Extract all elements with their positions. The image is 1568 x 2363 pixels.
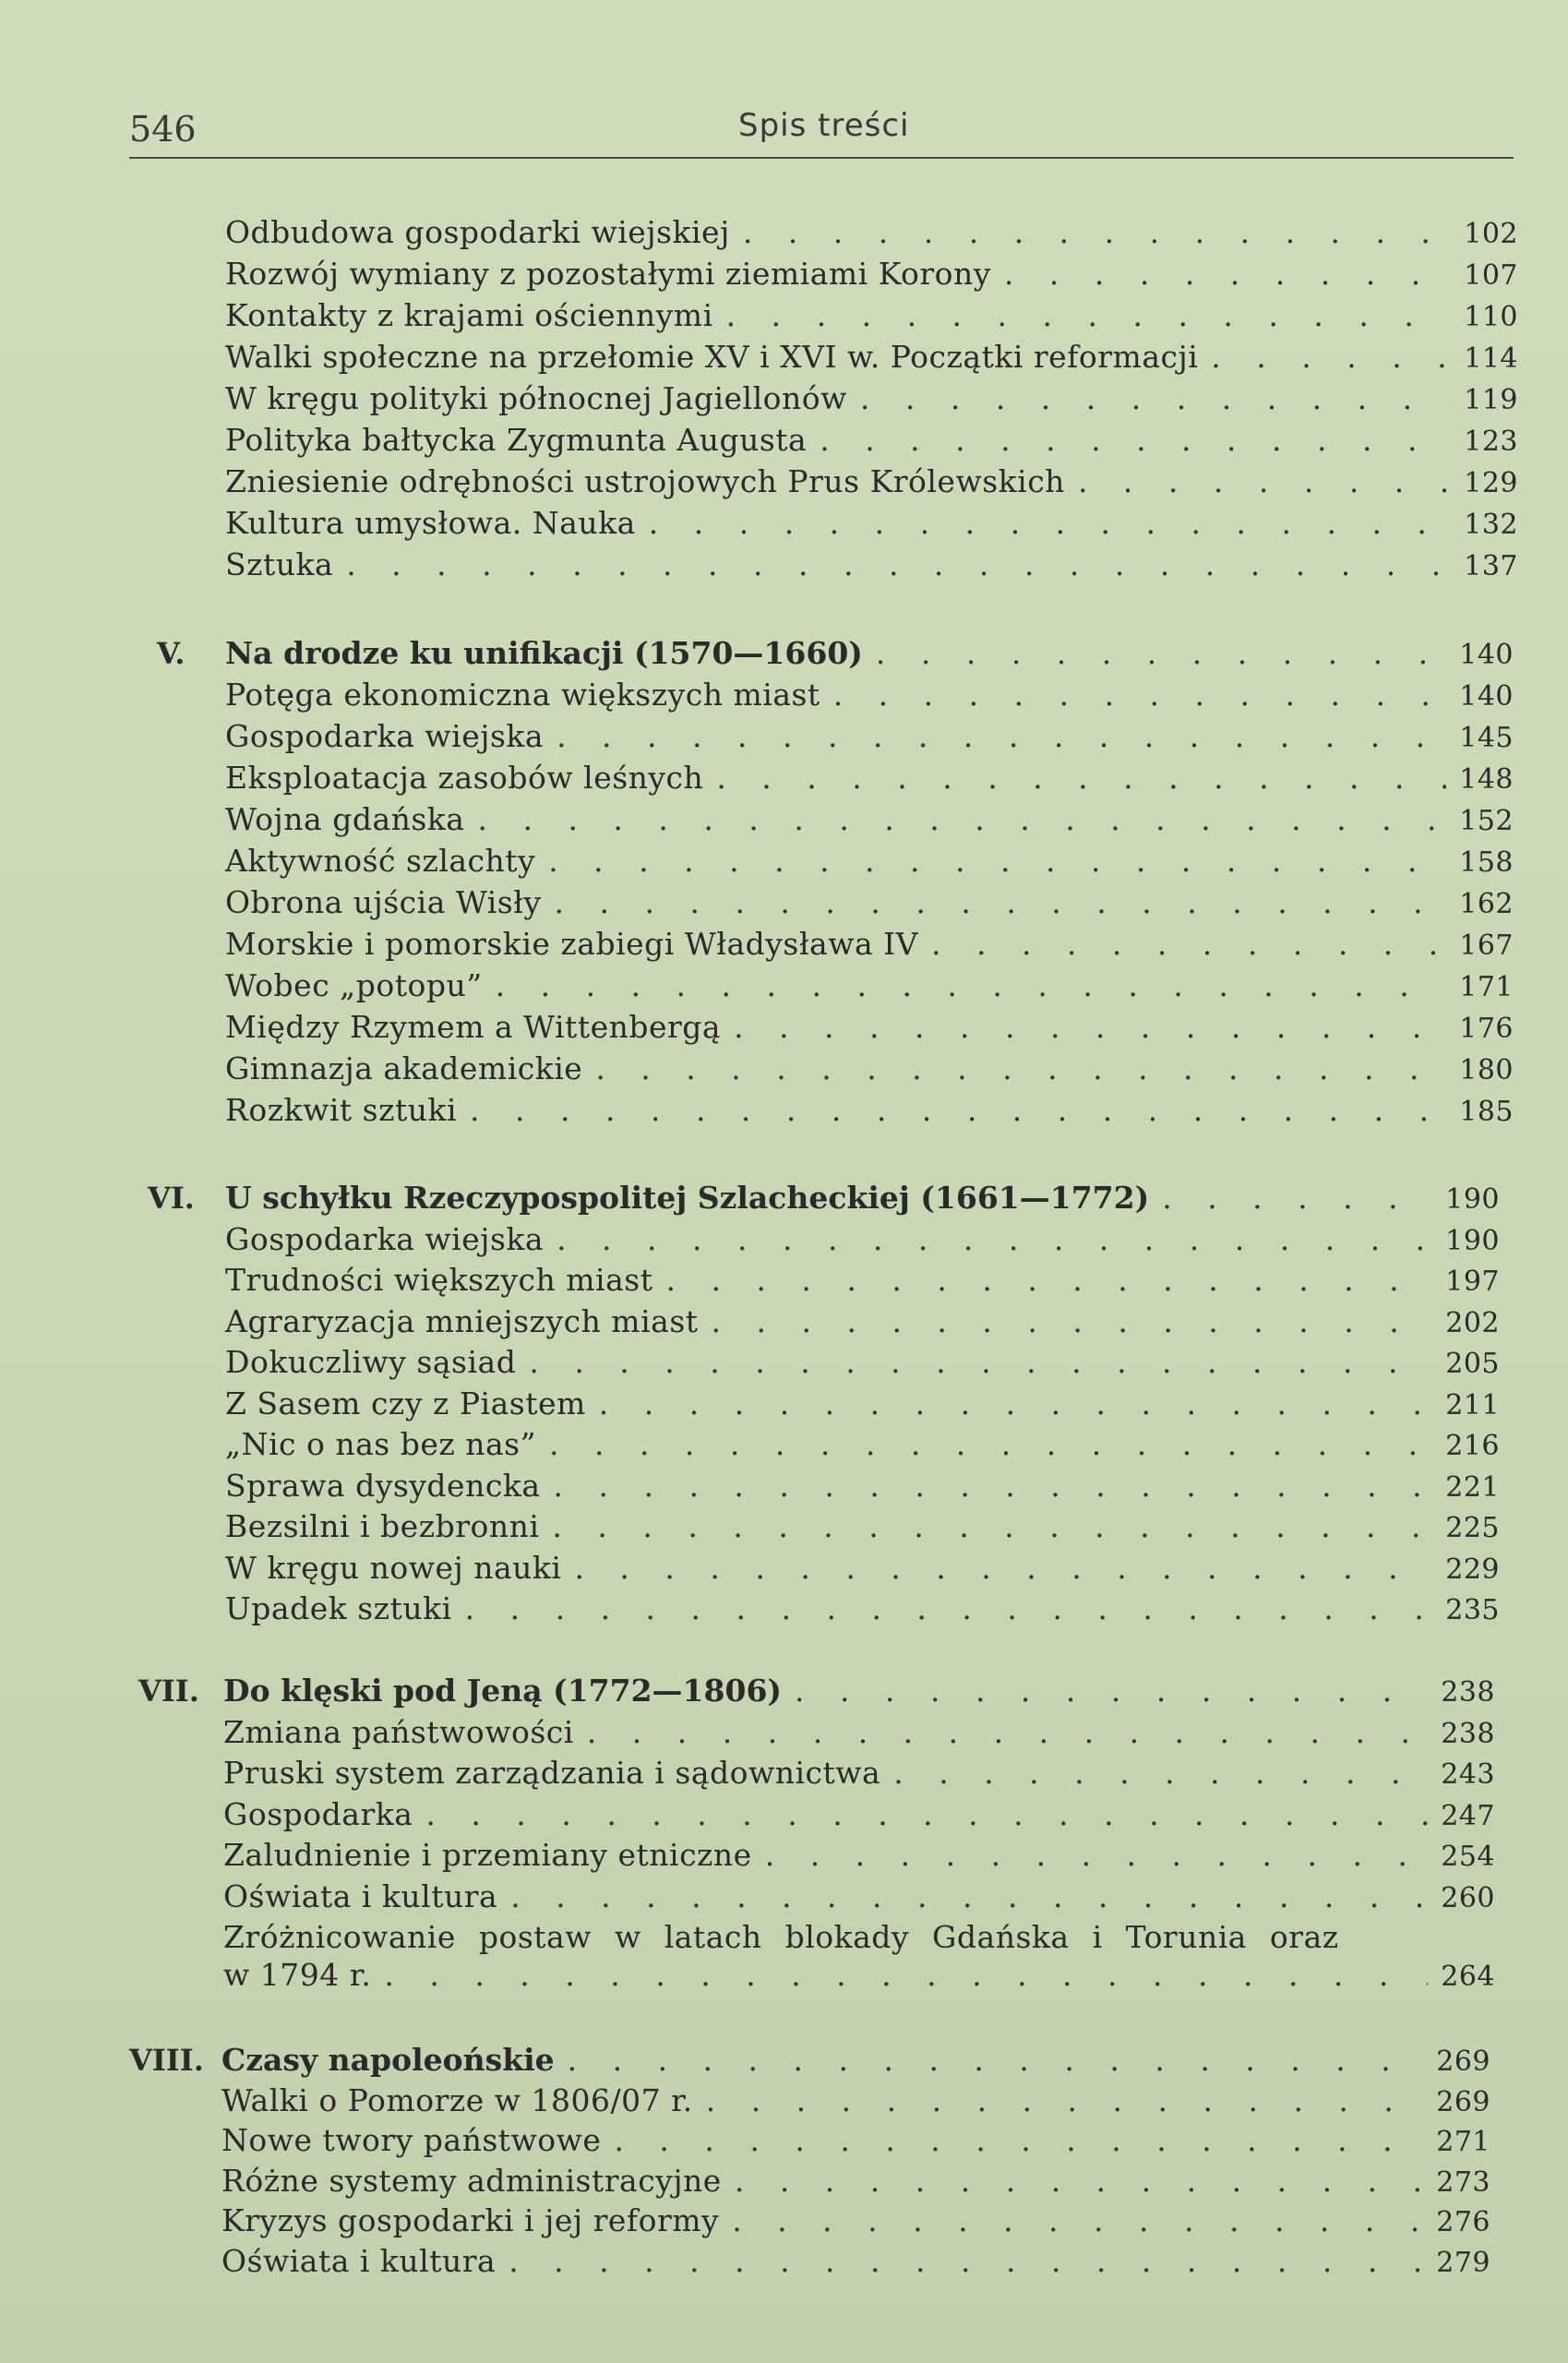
entry-page: 107 <box>1464 259 1518 292</box>
toc-entry <box>221 2202 1490 2241</box>
toc-entry <box>225 1508 1500 1547</box>
leader-dots <box>1211 339 1451 376</box>
entry-page: 114 <box>1464 342 1518 375</box>
entry-title: Kontakty z krajami ościennymi <box>225 297 713 333</box>
entry-title: Zaludnienie i przemiany etniczne <box>223 1837 752 1873</box>
entry-page: 225 <box>1445 1512 1500 1544</box>
entry-page: 152 <box>1459 805 1514 837</box>
entry-page: 221 <box>1445 1470 1500 1504</box>
entry-page: 148 <box>1459 763 1514 796</box>
chapter-number: VIII. <box>129 2043 204 2078</box>
entry-title: Gospodarka wiejska <box>225 718 545 754</box>
entry-title: W kręgu nowej nauki <box>225 1549 562 1586</box>
leader-dots <box>833 677 1447 714</box>
entry-title: Pruski system zarządzania i sądownictwa <box>223 1755 881 1791</box>
entry-page: 167 <box>1459 930 1514 962</box>
entry-page: 216 <box>1445 1430 1500 1462</box>
toc-entry <box>225 760 1514 798</box>
leader-dots <box>876 635 1446 672</box>
entry-page: 243 <box>1441 1758 1495 1791</box>
toc-entry <box>223 1878 1495 1917</box>
toc-entry <box>225 1009 1514 1048</box>
entry-title: Oświata i kultura <box>223 1877 498 1914</box>
entry-title: Eksploatacja zasobów leśnych <box>225 760 704 796</box>
leader-dots <box>384 1957 1428 1994</box>
leader-dots <box>496 967 1447 1004</box>
entry-page: 238 <box>1441 1676 1495 1709</box>
entry-page: 273 <box>1436 2165 1490 2199</box>
leader-dots <box>510 1878 1428 1915</box>
toc-entry <box>225 505 1518 544</box>
leader-dots <box>931 926 1446 963</box>
entry-page: 129 <box>1464 467 1518 499</box>
toc-entry <box>225 463 1518 502</box>
toc-entry <box>225 1468 1500 1506</box>
leader-dots <box>555 884 1447 921</box>
entry-page: 171 <box>1459 971 1514 1003</box>
leader-dots <box>554 1468 1433 1505</box>
entry-title: Do klęski pod Jeną (1772—1806) <box>223 1673 783 1709</box>
entry-page: 185 <box>1459 1096 1514 1128</box>
leader-dots <box>614 2122 1423 2159</box>
leader-dots <box>477 801 1446 838</box>
entry-title: Z Sasem czy z Piastem <box>225 1385 586 1421</box>
toc-entry <box>225 380 1518 419</box>
entry-title: Różne systemy administracyjne <box>221 2162 722 2199</box>
leader-dots <box>465 1590 1433 1627</box>
entry-title: w 1794 r. <box>223 1956 372 1993</box>
entry-title: Gospodarka <box>223 1795 413 1832</box>
entry-page: 229 <box>1445 1553 1500 1586</box>
leader-dots <box>1004 256 1451 293</box>
toc-entry <box>221 2082 1490 2121</box>
entry-page: 123 <box>1464 426 1518 458</box>
toc-entry <box>221 2243 1490 2282</box>
entry-title: Aktywność szlachty <box>225 843 536 879</box>
toc-entry <box>225 1221 1500 1260</box>
leader-dots <box>1162 1180 1432 1217</box>
entry-title: Zniesienie odrębności ustrojowych Prus Królewskich <box>225 463 1065 499</box>
toc-entry <box>225 422 1518 461</box>
toc-entry <box>223 1796 1495 1835</box>
entry-page: 202 <box>1445 1306 1500 1339</box>
leader-dots <box>765 1837 1429 1874</box>
leader-dots <box>795 1673 1428 1709</box>
entry-page: 145 <box>1459 722 1514 754</box>
entry-title: Czasy napoleońskie <box>221 2042 555 2078</box>
entry-page: 162 <box>1459 888 1514 920</box>
toc-entry <box>221 2122 1490 2161</box>
entry-title: Zmiana państwowości <box>223 1713 574 1750</box>
entry-page: 197 <box>1445 1265 1500 1298</box>
chapter-heading <box>223 1673 1495 1711</box>
entry-title: Sztuka <box>225 546 334 582</box>
entry-page: 140 <box>1459 680 1514 713</box>
leader-dots <box>716 760 1446 797</box>
toc-entry <box>225 1590 1500 1629</box>
toc-entry <box>225 297 1518 336</box>
entry-page: 238 <box>1441 1717 1495 1750</box>
entry-title: Bezsilni i bezbronni <box>225 1508 540 1544</box>
entry-page: 205 <box>1445 1348 1500 1380</box>
entry-page: 137 <box>1464 550 1518 582</box>
leader-dots <box>893 1755 1428 1792</box>
leader-dots <box>470 1092 1446 1129</box>
leader-dots <box>587 1714 1428 1751</box>
chapter-heading <box>225 1180 1500 1218</box>
entry-page: 279 <box>1436 2246 1490 2279</box>
entry-page: 276 <box>1436 2206 1490 2238</box>
entry-page: 235 <box>1445 1594 1500 1626</box>
toc-entry <box>225 1426 1500 1465</box>
leader-dots <box>649 505 1451 542</box>
entry-page: 158 <box>1459 846 1514 879</box>
entry-page: 102 <box>1464 218 1518 250</box>
chapter-number: VII. <box>138 1673 199 1709</box>
entry-title: Na drodze ku unifikacji (1570—1660) <box>225 635 863 671</box>
leader-dots <box>557 1221 1432 1258</box>
entry-page: 269 <box>1436 2085 1490 2118</box>
leader-dots <box>734 1009 1446 1046</box>
running-title: Spis treści <box>738 107 910 144</box>
entry-page: 190 <box>1445 1224 1500 1257</box>
entry-page: 176 <box>1459 1013 1514 1045</box>
leader-dots <box>346 546 1451 583</box>
toc-entry <box>225 718 1514 757</box>
toc-entry <box>223 1714 1495 1753</box>
leader-dots <box>712 1303 1433 1340</box>
toc-entry <box>223 1837 1495 1876</box>
entry-title: Obrona ujścia Wisły <box>225 884 542 920</box>
toc-entry-line2 <box>223 1957 1495 1996</box>
toc-entry <box>225 1344 1500 1383</box>
leader-dots <box>568 2042 1424 2079</box>
toc-entry <box>225 1050 1514 1089</box>
entry-title: Gimnazja akademickie <box>225 1050 583 1086</box>
entry-page: 119 <box>1464 384 1518 416</box>
entry-title: Rozkwit sztuki <box>225 1092 458 1128</box>
leader-dots <box>735 2163 1423 2200</box>
entry-title: Kryzys gospodarki i jej reformy <box>221 2202 720 2238</box>
leader-dots <box>1078 463 1451 500</box>
entry-page: 180 <box>1459 1054 1514 1086</box>
entry-title: Między Rzymem a Wittenbergą <box>225 1009 722 1045</box>
toc-entry <box>225 1385 1500 1424</box>
entry-page: 271 <box>1436 2126 1490 2158</box>
toc-entry-line1: Zróżnicowanie postaw w latach blokady Gdańska i Torunia oraz <box>223 1919 1339 1955</box>
entry-title: Sprawa dysydencka <box>225 1467 541 1504</box>
leader-dots <box>509 2243 1423 2280</box>
leader-dots <box>595 1050 1446 1087</box>
leader-dots <box>726 297 1452 334</box>
entry-title: U schyłku Rzeczypospolitej Szlacheckiej (1661—1772) <box>225 1180 1150 1216</box>
entry-title: Wojna gdańska <box>225 801 465 837</box>
leader-dots <box>574 1550 1432 1587</box>
toc-entry <box>225 1262 1500 1301</box>
header-rule <box>129 157 1514 159</box>
leader-dots <box>820 422 1451 459</box>
toc-entry <box>225 967 1514 1006</box>
leader-dots <box>425 1796 1428 1833</box>
entry-title: W kręgu polityki północnej Jagiellonów <box>225 380 847 416</box>
entry-title: Gospodarka wiejska <box>225 1220 545 1257</box>
leader-dots <box>557 718 1446 755</box>
toc-entry <box>221 2163 1490 2201</box>
entry-title: „Nic o nas bez nas” <box>225 1426 536 1462</box>
leader-dots <box>599 1385 1432 1422</box>
entry-page: 110 <box>1464 301 1518 333</box>
entry-page: 269 <box>1436 2045 1490 2078</box>
leader-dots <box>743 214 1451 251</box>
entry-title: Walki społeczne na przełomie XV i XVI w. Początki reformacji <box>225 339 1199 375</box>
toc-entry <box>225 546 1518 585</box>
entry-page: 264 <box>1441 1960 1495 1993</box>
entry-title: Walki o Pomorze w 1806/07 r. <box>221 2081 693 2118</box>
leader-dots <box>665 1262 1432 1299</box>
chapter-number: VI. <box>148 1181 195 1216</box>
toc-entry <box>223 1755 1495 1793</box>
leader-dots <box>860 380 1451 417</box>
entry-page: 190 <box>1445 1183 1500 1216</box>
entry-page: 247 <box>1441 1799 1495 1832</box>
entry-title: Kultura umysłowa. Nauka <box>225 505 636 541</box>
entry-title: Dokuczliwy sąsiad <box>225 1344 517 1380</box>
entry-title: Wobec „potopu” <box>225 967 483 1003</box>
toc-entry <box>225 339 1518 378</box>
leader-dots <box>529 1344 1432 1381</box>
toc-entry <box>225 256 1518 294</box>
entry-page: 211 <box>1445 1388 1500 1421</box>
leader-dots <box>706 2082 1424 2119</box>
entry-title: Rozwój wymiany z pozostałymi ziemiami Korony <box>225 256 991 292</box>
leader-dots <box>548 843 1446 880</box>
entry-title: Nowe twory państwowe <box>221 2122 602 2158</box>
leader-dots <box>552 1508 1432 1545</box>
entry-title: Polityka bałtycka Zygmunta Augusta <box>225 422 808 458</box>
chapter-heading <box>221 2042 1490 2081</box>
entry-title: Oświata i kultura <box>221 2242 497 2279</box>
toc-entry <box>225 214 1518 253</box>
toc-entry <box>225 1550 1500 1589</box>
toc-entry <box>225 1303 1500 1342</box>
chapter-number: V. <box>157 636 186 671</box>
entry-title: Potęga ekonomiczna większych miast <box>225 677 820 713</box>
leader-dots <box>732 2202 1423 2239</box>
toc-entry <box>225 801 1514 840</box>
entry-title: Trudności większych miast <box>225 1262 653 1298</box>
entry-title: Upadek sztuki <box>225 1590 452 1626</box>
entry-page: 132 <box>1464 509 1518 541</box>
toc-entry <box>225 884 1514 923</box>
leader-dots <box>549 1426 1432 1463</box>
entry-page: 260 <box>1441 1881 1495 1914</box>
entry-title: Morskie i pomorskie zabiegi Władysława IV <box>225 926 918 962</box>
toc-entry <box>225 843 1514 882</box>
page-number: 546 <box>129 109 197 150</box>
chapter-heading <box>225 635 1514 674</box>
toc-entry <box>225 677 1514 715</box>
entry-title: Agraryzacja mniejszych miast <box>225 1302 699 1339</box>
entry-title: Odbudowa gospodarki wiejskiej <box>225 214 730 250</box>
entry-page: 140 <box>1459 639 1514 671</box>
entry-page: 254 <box>1441 1841 1495 1873</box>
toc-entry <box>225 926 1514 965</box>
toc-entry <box>225 1092 1514 1131</box>
